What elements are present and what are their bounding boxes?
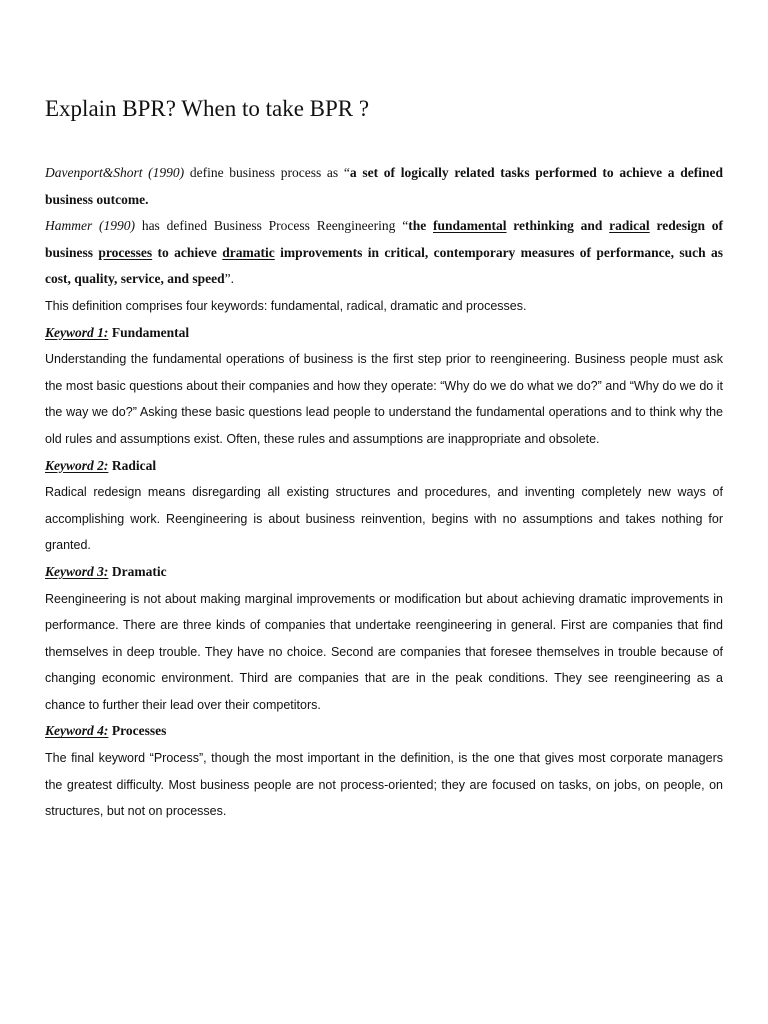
definition-davenport: [45, 160, 723, 213]
definition-quote-part: to achieve: [152, 244, 223, 260]
definition-intro-text: define business process as “: [184, 165, 350, 180]
keyword-processes-underlined: processes: [98, 244, 153, 260]
keyword-name: Processes: [111, 723, 167, 739]
keyword-paragraph-3: Reengineering is not about making marginal improvements or modification but about achieving dramatic improvements in performance. There are three kinds of companies that undertake reengineering in general. First are companies that find themselves in deep trouble. They have no choice. Second are companies that foresee themselves in trouble because of changing economic environment. Third are companies that are in the peak conditions. They see reengineering as a chance to further their lead over their competitors.: [45, 591, 723, 712]
keyword-label: Keyword 2:: [45, 457, 109, 473]
definition-quote-part: the: [408, 218, 433, 234]
keyword-name: Radical: [111, 457, 157, 473]
keyword-fundamental-underlined: fundamental: [433, 218, 507, 234]
keyword-radical-underlined: radical: [609, 218, 650, 234]
keyword-label: Keyword 1:: [45, 324, 109, 340]
document-title: Explain BPR? When to take BPR ?: [45, 96, 370, 121]
keyword-heading-4: [45, 718, 723, 745]
definition-quote-part: rethinking and: [506, 218, 610, 234]
keyword-heading-1: [45, 320, 723, 347]
definition-quote-part: improvements in critical, contemporary measures of performance, such as cost, quality, service, and speed: [45, 244, 724, 287]
definition-intro-text: has defined Business Process Reengineering “: [135, 218, 409, 234]
keyword-paragraph-1: Understanding the fundamental operations of business is the first step prior to reengineering. Business people must ask the most basic questions about their companies and how they operate: “Why do we do what we do?” and “Why do we do it the way we do?” Asking these basic questions lead people to understand the fundamental operations and to think why the old rules and assumptions exist. Often, these rules and assumptions are inappropriate and obsolete.: [45, 352, 723, 446]
keyword-heading-2: [45, 453, 723, 480]
keyword-paragraph-4: The final keyword “Process”, though the most important in the definition, is the one that gives most corporate managers the greatest difficulty. Most business people are not process-oriented; they are focused on tasks, on jobs, on people, on structures, but not on processes.: [45, 751, 723, 819]
document-body: [45, 160, 723, 825]
citation-davenport: Davenport&Short (1990): [45, 165, 185, 180]
definition-hammer: [45, 213, 723, 293]
definition-quote-davenport: a set of logically related tasks performed to achieve a defined business outcome.: [45, 165, 723, 207]
keyword-heading-3: [45, 559, 723, 586]
definition-quote-end: ”.: [224, 271, 235, 287]
keyword-label: Keyword 3:: [45, 563, 109, 579]
keyword-name: Dramatic: [111, 563, 167, 579]
keyword-paragraph-2: Radical redesign means disregarding all existing structures and procedures, and inventing completely new ways of accomplishing work. Reengineering is about business reinvention, begins with no assumptions and takes nothing for granted.: [45, 485, 723, 553]
citation-hammer: Hammer (1990): [45, 218, 136, 234]
definition-summary: This definition comprises four keywords: fundamental, radical, dramatic and processes.: [45, 298, 527, 313]
keyword-label: Keyword 4:: [45, 723, 109, 739]
keyword-name: Fundamental: [111, 324, 190, 340]
definition-quote-part: redesign of business: [45, 218, 723, 260]
keyword-dramatic-underlined: dramatic: [222, 244, 275, 260]
